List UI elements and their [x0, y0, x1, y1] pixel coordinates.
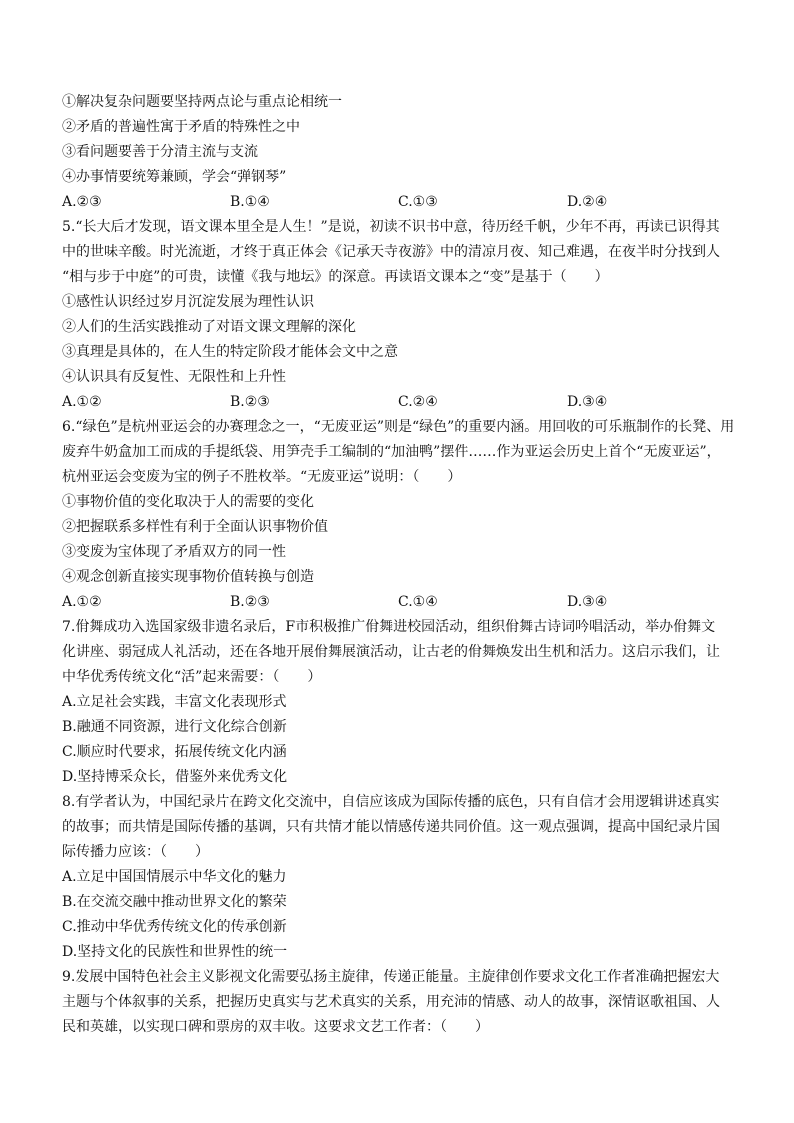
- option-b[interactable]: B.②③: [230, 394, 270, 410]
- statement: ②人们的生活实践推动了对语文课文理解的深化: [62, 319, 356, 335]
- question-5: [62, 215, 742, 415]
- option-a[interactable]: A.立足中国国情展示中华文化的魅力: [62, 869, 287, 885]
- option-b[interactable]: B.融通不同资源，进行文化综合创新: [62, 719, 287, 735]
- statement: ①解决复杂问题要坚持两点论与重点论相统一: [62, 94, 342, 110]
- option-d[interactable]: D.③④: [567, 594, 608, 610]
- option-c[interactable]: C.推动中华优秀传统文化的传承创新: [62, 919, 287, 935]
- question-5-options: [62, 390, 742, 415]
- option-c[interactable]: C.①③: [398, 194, 438, 210]
- option-d[interactable]: D.②④: [567, 194, 608, 210]
- question-stem-line: 中华优秀传统文化“活”起来需要：（ ）: [62, 669, 322, 685]
- statement: ①事物价值的变化取决于人的需要的变化: [62, 494, 314, 510]
- question-stem-line: “相与步于中庭”的可贵，读懂《我与地坛》的深意。再读语文课本之“变”是基于（ ）: [62, 269, 609, 285]
- option-a[interactable]: A.①②: [62, 394, 102, 410]
- question-stem-line: 中的世味辛酸。时光流逝，才终于真正体会《记承天寺夜游》中的清凉月夜、知己难遇，在夜半时分找到人: [62, 244, 720, 260]
- option-d[interactable]: D.坚持博采众长，借鉴外来优秀文化: [62, 769, 288, 785]
- statement: ④认识具有反复性、无限性和上升性: [62, 369, 286, 385]
- question-stem-line: 杭州亚运会变废为宝的例子不胜枚举。“无废亚运”说明：（ ）: [62, 469, 462, 485]
- statement: ②把握联系多样性有利于全面认识事物价值: [62, 519, 328, 535]
- statement: ④观念创新直接实现事物价值转换与创造: [62, 569, 314, 585]
- question-stem-line: 5.“长大后才发现，语文课本里全是人生！”是说，初读不识书中意，待历经千帆，少年不再，再读已识得其: [62, 219, 720, 235]
- question-6: [62, 415, 742, 615]
- statement: ③真理是具体的，在人生的特定阶段才能体会文中之意: [62, 344, 398, 360]
- option-a[interactable]: A.①②: [62, 594, 102, 610]
- option-d[interactable]: D.③④: [567, 394, 608, 410]
- question-stem-line: 的故事；而共情是国际传播的基调，只有共情才能以情感传递共同价值。这一观点强调，提高中国纪录片国: [62, 819, 720, 835]
- option-c[interactable]: C.②④: [398, 394, 438, 410]
- question-stem-line: 民和英雄，以实现口碑和票房的双丰收。这要求文艺工作者：（ ）: [62, 1019, 489, 1035]
- question-6-options: [62, 590, 742, 615]
- statement: ②矛盾的普遍性寓于矛盾的特殊性之中: [62, 119, 300, 135]
- question-stem-line: 际传播力应该：（ ）: [62, 844, 209, 860]
- option-b[interactable]: B.在交流交融中推动世界文化的繁荣: [62, 894, 287, 910]
- statement: ④办事情要统筹兼顾，学会“弹钢琴”: [62, 169, 287, 185]
- question-4-statements: [62, 90, 742, 190]
- question-stem-line: 9.发展中国特色社会主义影视文化需要弘扬主旋律，传递正能量。主旋律创作要求文化工作者准确把握宏大: [62, 969, 720, 985]
- question-4-options: [62, 190, 742, 215]
- question-8: [62, 790, 742, 965]
- question-stem-line: 6.“绿色”是杭州亚运会的办赛理念之一，“无废亚运”则是“绿色”的重要内涵。用回收的可乐瓶制作的长凳、用: [62, 419, 735, 435]
- question-stem-line: 主题与个体叙事的关系，把握历史真实与艺术真实的关系，用充沛的情感、动人的故事，深情讴歌祖国、人: [62, 994, 720, 1010]
- option-d[interactable]: D.坚持文化的民族性和世界性的统一: [62, 944, 288, 960]
- question-9: [62, 965, 742, 1040]
- option-b[interactable]: B.①④: [230, 194, 270, 210]
- option-c[interactable]: C.顺应时代要求，拓展传统文化内涵: [62, 744, 287, 760]
- statement: ③变废为宝体现了矛盾双方的同一性: [62, 544, 286, 560]
- question-stem-line: 8.有学者认为，中国纪录片在跨文化交流中，自信应该成为国际传播的底色，只有自信才会用逻辑讲述真实: [62, 794, 720, 810]
- option-a[interactable]: A.②③: [62, 194, 102, 210]
- question-stem-line: 化讲座、弱冠成人礼活动，还在各地开展佾舞展演活动，让古老的佾舞焕发出生机和活力。这启示我们，让: [62, 644, 720, 660]
- statement: ①感性认识经过岁月沉淀发展为理性认识: [62, 294, 314, 310]
- question-stem-line: 废弃牛奶盒加工而成的手提纸袋、用笋壳手工编制的“加油鸭”摆件……作为亚运会历史上首个“无废亚运”，: [62, 444, 721, 460]
- exam-page: [62, 90, 742, 1040]
- option-a[interactable]: A.立足社会实践，丰富文化表现形式: [62, 694, 287, 710]
- question-7: [62, 615, 742, 790]
- statement: ③看问题要善于分清主流与支流: [62, 144, 258, 160]
- option-c[interactable]: C.①④: [398, 594, 438, 610]
- question-stem-line: 7.佾舞成功入选国家级非遗名录后，F市积极推广佾舞进校园活动，组织佾舞古诗词吟唱活动，举办佾舞文: [62, 619, 716, 635]
- option-b[interactable]: B.②③: [230, 594, 270, 610]
